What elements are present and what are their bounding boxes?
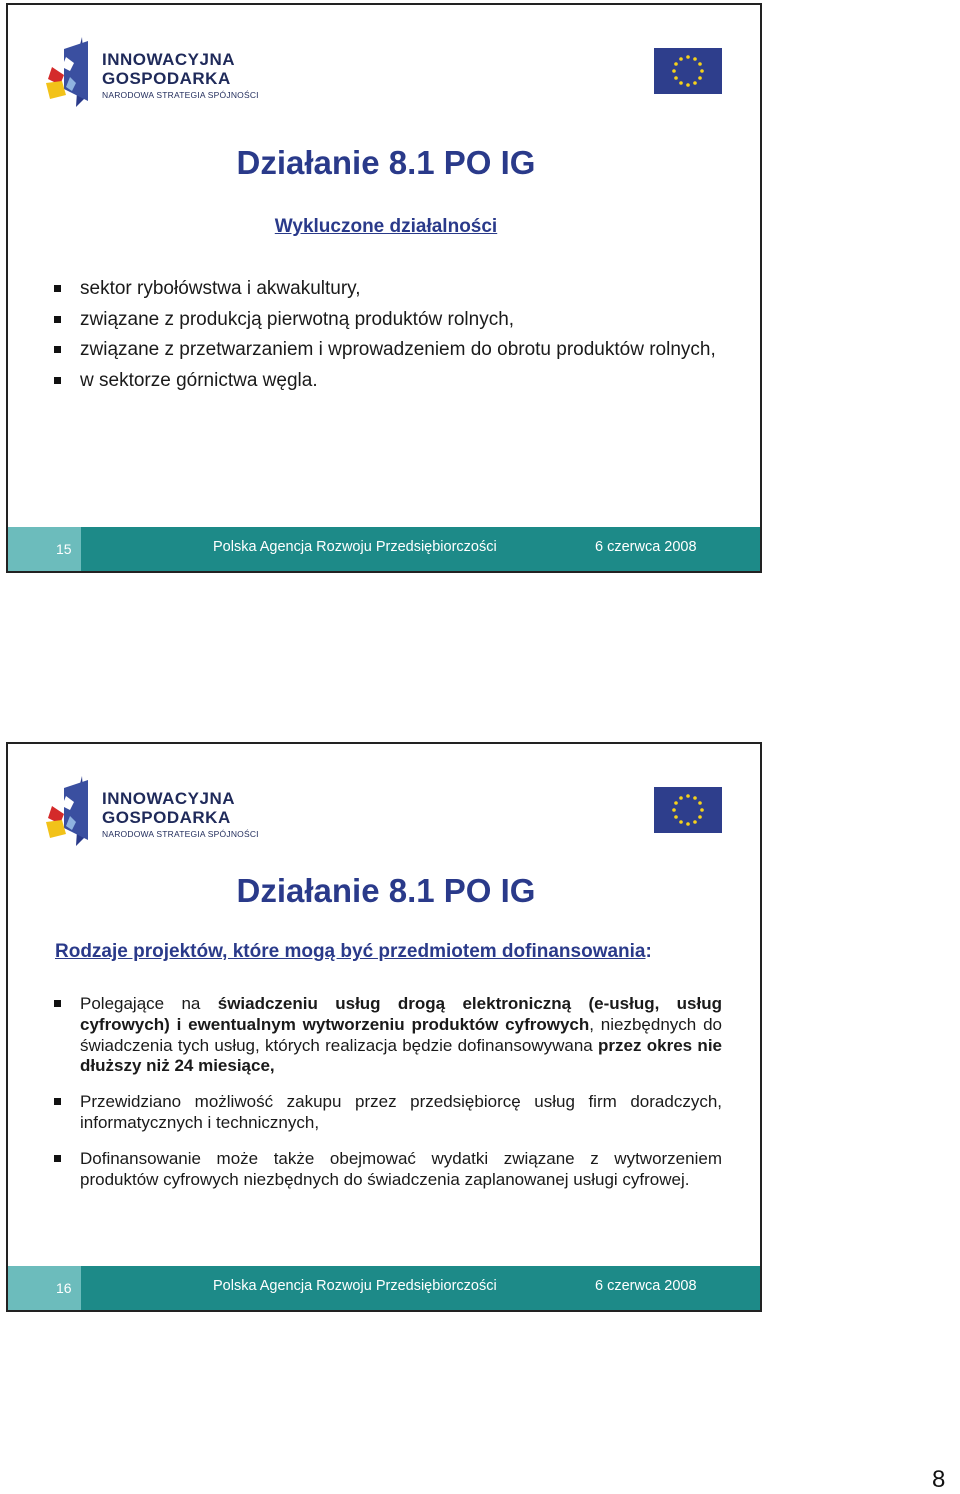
square-bullet: [54, 285, 61, 292]
innowacyjna-gospodarka-logo: [42, 776, 272, 846]
text-plain: Polegające na: [80, 994, 218, 1013]
slide-footer: [8, 1266, 760, 1310]
list-item: [54, 994, 722, 1077]
square-bullet: [54, 346, 61, 353]
square-bullet: [54, 316, 61, 323]
logo-line-2: GOSPODARKA: [102, 808, 231, 827]
list-item: [54, 1092, 722, 1134]
subtitle-suffix: :: [645, 941, 652, 962]
list-item-text: związane z produkcją pierwotną produktów rolnych,: [80, 308, 515, 330]
footer-organization: Polska Agencja Rozwoju Przedsiębiorczości: [213, 1278, 497, 1294]
square-bullet: [54, 377, 61, 384]
slide-subtitle: [8, 216, 764, 238]
page-number: 8: [932, 1466, 946, 1493]
list-item-text: związane z przetwarzaniem i wprowadzeniem do obrotu produktów rolnych,: [80, 339, 716, 360]
footer-date: 6 czerwca 2008: [595, 1278, 697, 1294]
slide-subtitle: [55, 941, 735, 963]
innowacyjna-gospodarka-logo: [42, 37, 272, 107]
slide-footer: [8, 527, 760, 571]
logo-star-icon: [42, 776, 102, 846]
logo-line-3: NARODOWA STRATEGIA SPÓJNOŚCI: [102, 90, 259, 100]
footer-date: 6 czerwca 2008: [595, 539, 697, 555]
logo-line-2: GOSPODARKA: [102, 69, 231, 88]
list-item-text: Przewidziano możliwość zakupu przez przedsiębiorcę usług firm doradczych, informatycznych i technicznych,: [80, 1092, 722, 1132]
logo-star-icon: [42, 37, 102, 107]
slide-15: [6, 3, 762, 573]
list-item: [54, 1149, 722, 1191]
slide-title: Działanie 8.1 PO IG: [236, 144, 536, 181]
list-item: [54, 276, 734, 302]
eu-flag-icon: [654, 48, 722, 94]
list-item: [54, 307, 734, 333]
slide-number: 15: [56, 541, 72, 557]
slide-16: [6, 742, 762, 1312]
square-bullet: [54, 1155, 61, 1162]
subtitle-text: Rodzaje projektów, które mogą być przedmiotem dofinansowania: [55, 941, 646, 962]
subtitle-text: Wykluczone działalności: [274, 216, 498, 237]
slide-number: 16: [56, 1280, 72, 1296]
list-item-text: [80, 994, 722, 1075]
eu-flag-icon: [654, 787, 722, 833]
list-item-text: w sektorze górnictwa węgla.: [80, 369, 318, 391]
list-item-text: Dofinansowanie może także obejmować wydatki związane z wytworzeniem produktów cyfrowych niezbędnych do świadczenia zaplanowanej usługi cyfrowej.: [80, 1148, 722, 1189]
square-bullet: [54, 1000, 61, 1007]
list-item: [54, 337, 734, 363]
list-item: [54, 368, 734, 394]
logo-line-1: INNOWACYJNA: [102, 50, 236, 69]
logo-line-1: INNOWACYJNA: [102, 789, 236, 808]
square-bullet: [54, 1098, 61, 1105]
footer-organization: Polska Agencja Rozwoju Przedsiębiorczości: [213, 539, 497, 555]
text-bold: świadczeniu usług drogą elektroniczną (e-usług, usług cyfrowych) i ewentualnym wytworzeniu produktów cyfrowych: [80, 994, 722, 1034]
logo-line-3: NARODOWA STRATEGIA SPÓJNOŚCI: [102, 829, 259, 839]
bullet-list: [54, 276, 734, 398]
list-item-text: sektor rybołówstwa i akwakultury,: [80, 278, 361, 299]
bullet-list: [54, 994, 722, 1205]
text-plain: , niezbędnych do świadczenia tych usług, których realizacja będzie dofinansowywana: [80, 1014, 722, 1055]
text-bold: przez okres nie dłuższy niż 24 miesiące,: [80, 1035, 722, 1076]
slide-title: Działanie 8.1 PO IG: [236, 872, 536, 909]
